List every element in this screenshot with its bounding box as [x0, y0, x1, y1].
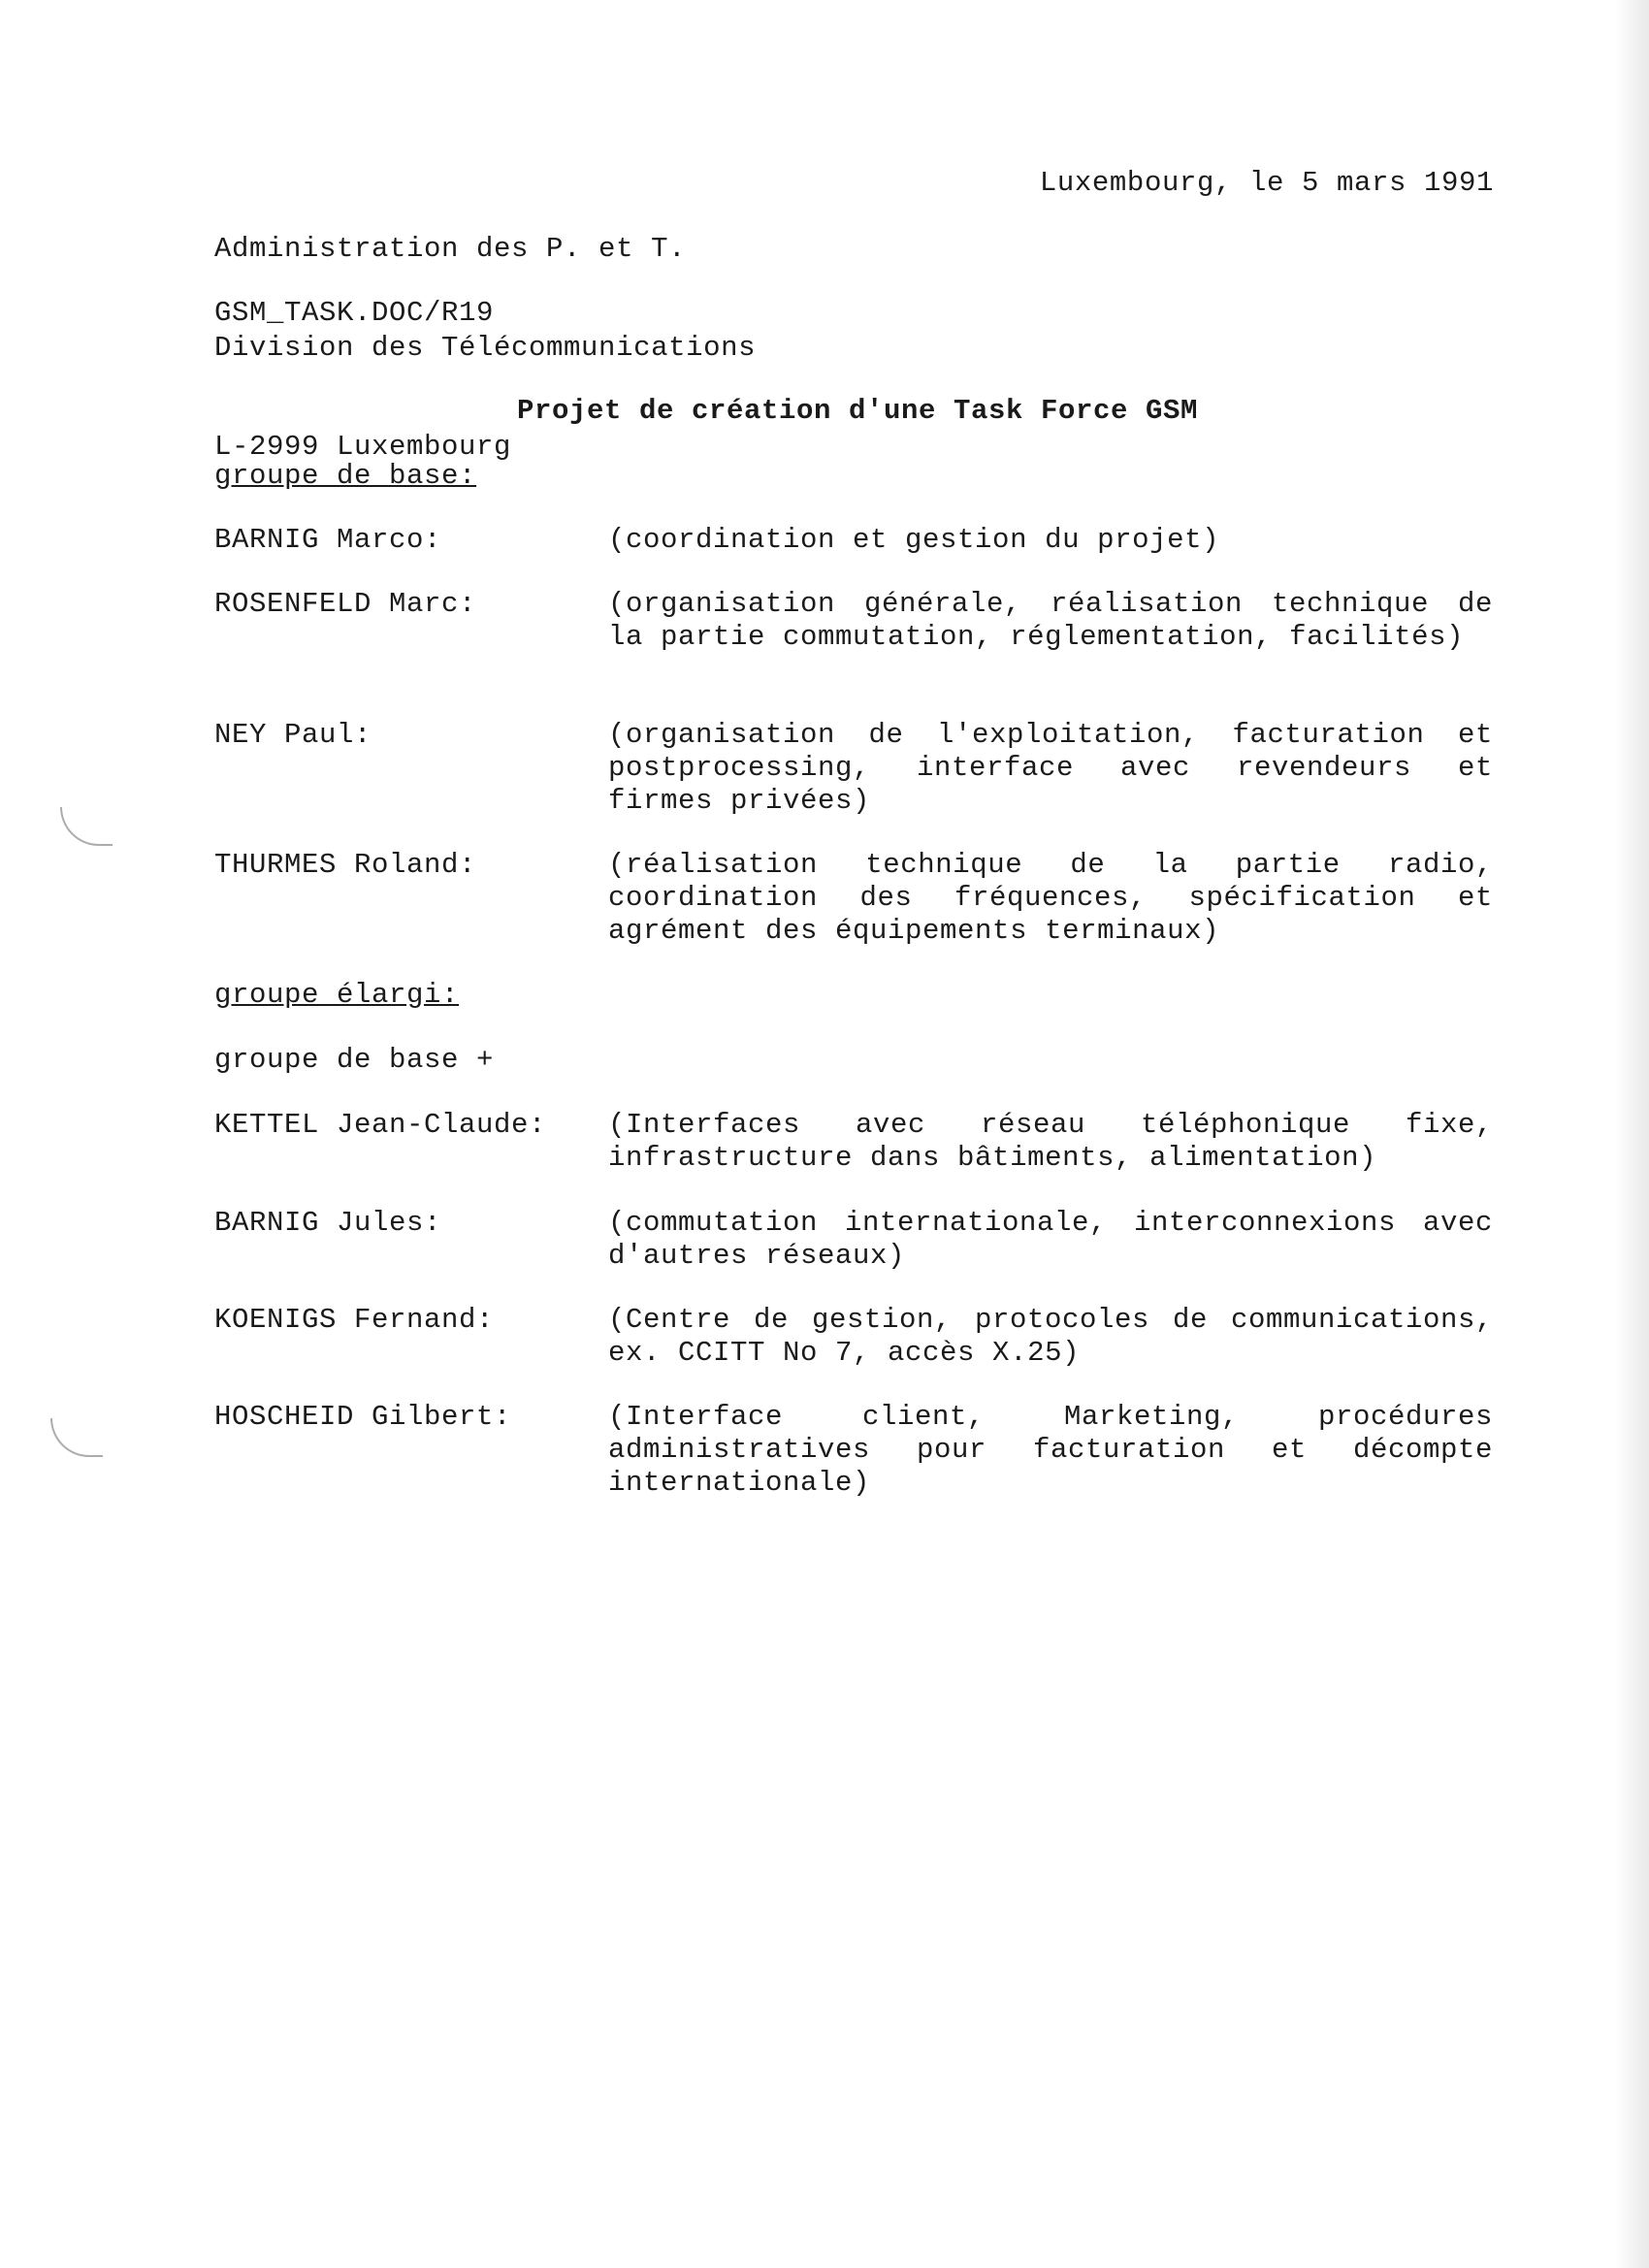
member-role: (organisation de l'exploitation, facturation et postprocessing, interface avec revendeurs et firmes privées): [608, 719, 1493, 817]
extended-group-intro: groupe de base +: [214, 1044, 495, 1076]
member-name: BARNIG Marco:: [214, 524, 442, 556]
member-role: (commutation internationale, interconnexions avec d'autres réseaux): [608, 1207, 1493, 1272]
member-name: ROSENFELD Marc:: [214, 588, 477, 620]
punch-hole-mark: [60, 807, 113, 846]
document-reference: GSM_TASK.DOC/R19: [214, 297, 495, 329]
document-date: Luxembourg, le 5 mars 1991: [1039, 167, 1494, 199]
member-role: (organisation générale, réalisation technique de la partie commutation, réglementation, facilités): [608, 588, 1493, 653]
sender-line-2: Division des Télécommunications: [214, 332, 757, 364]
member-role: (coordination et gestion du projet): [608, 524, 1220, 556]
sender-line-3: L-2999 Luxembourg: [214, 431, 512, 463]
extended-group-heading: groupe élargi:: [214, 979, 460, 1011]
member-name: KETTEL Jean-Claude:: [214, 1109, 547, 1141]
page-edge-shadow: [1616, 0, 1649, 2268]
member-name: HOSCHEID Gilbert:: [214, 1401, 512, 1433]
member-role: (réalisation technique de la partie radio, coordination des fréquences, spécification et agrément des équipements terminaux): [608, 849, 1493, 947]
member-name: BARNIG Jules:: [214, 1207, 442, 1239]
member-role: (Interface client, Marketing, procédures administratives pour facturation et décompte internationale): [608, 1401, 1493, 1499]
member-role: (Centre de gestion, protocoles de communications, ex. CCITT No 7, accès X.25): [608, 1304, 1493, 1369]
member-name: KOENIGS Fernand:: [214, 1304, 495, 1336]
punch-hole-mark: [50, 1418, 103, 1457]
sender-line-1: Administration des P. et T.: [214, 233, 687, 265]
member-role: (Interfaces avec réseau téléphonique fixe, infrastructure dans bâtiments, alimentation): [608, 1109, 1493, 1174]
base-group-heading: groupe de base:: [214, 460, 477, 492]
member-name: NEY Paul:: [214, 719, 372, 751]
member-name: THURMES Roland:: [214, 849, 477, 881]
document-title: Projet de création d'une Task Force GSM: [516, 395, 1199, 427]
